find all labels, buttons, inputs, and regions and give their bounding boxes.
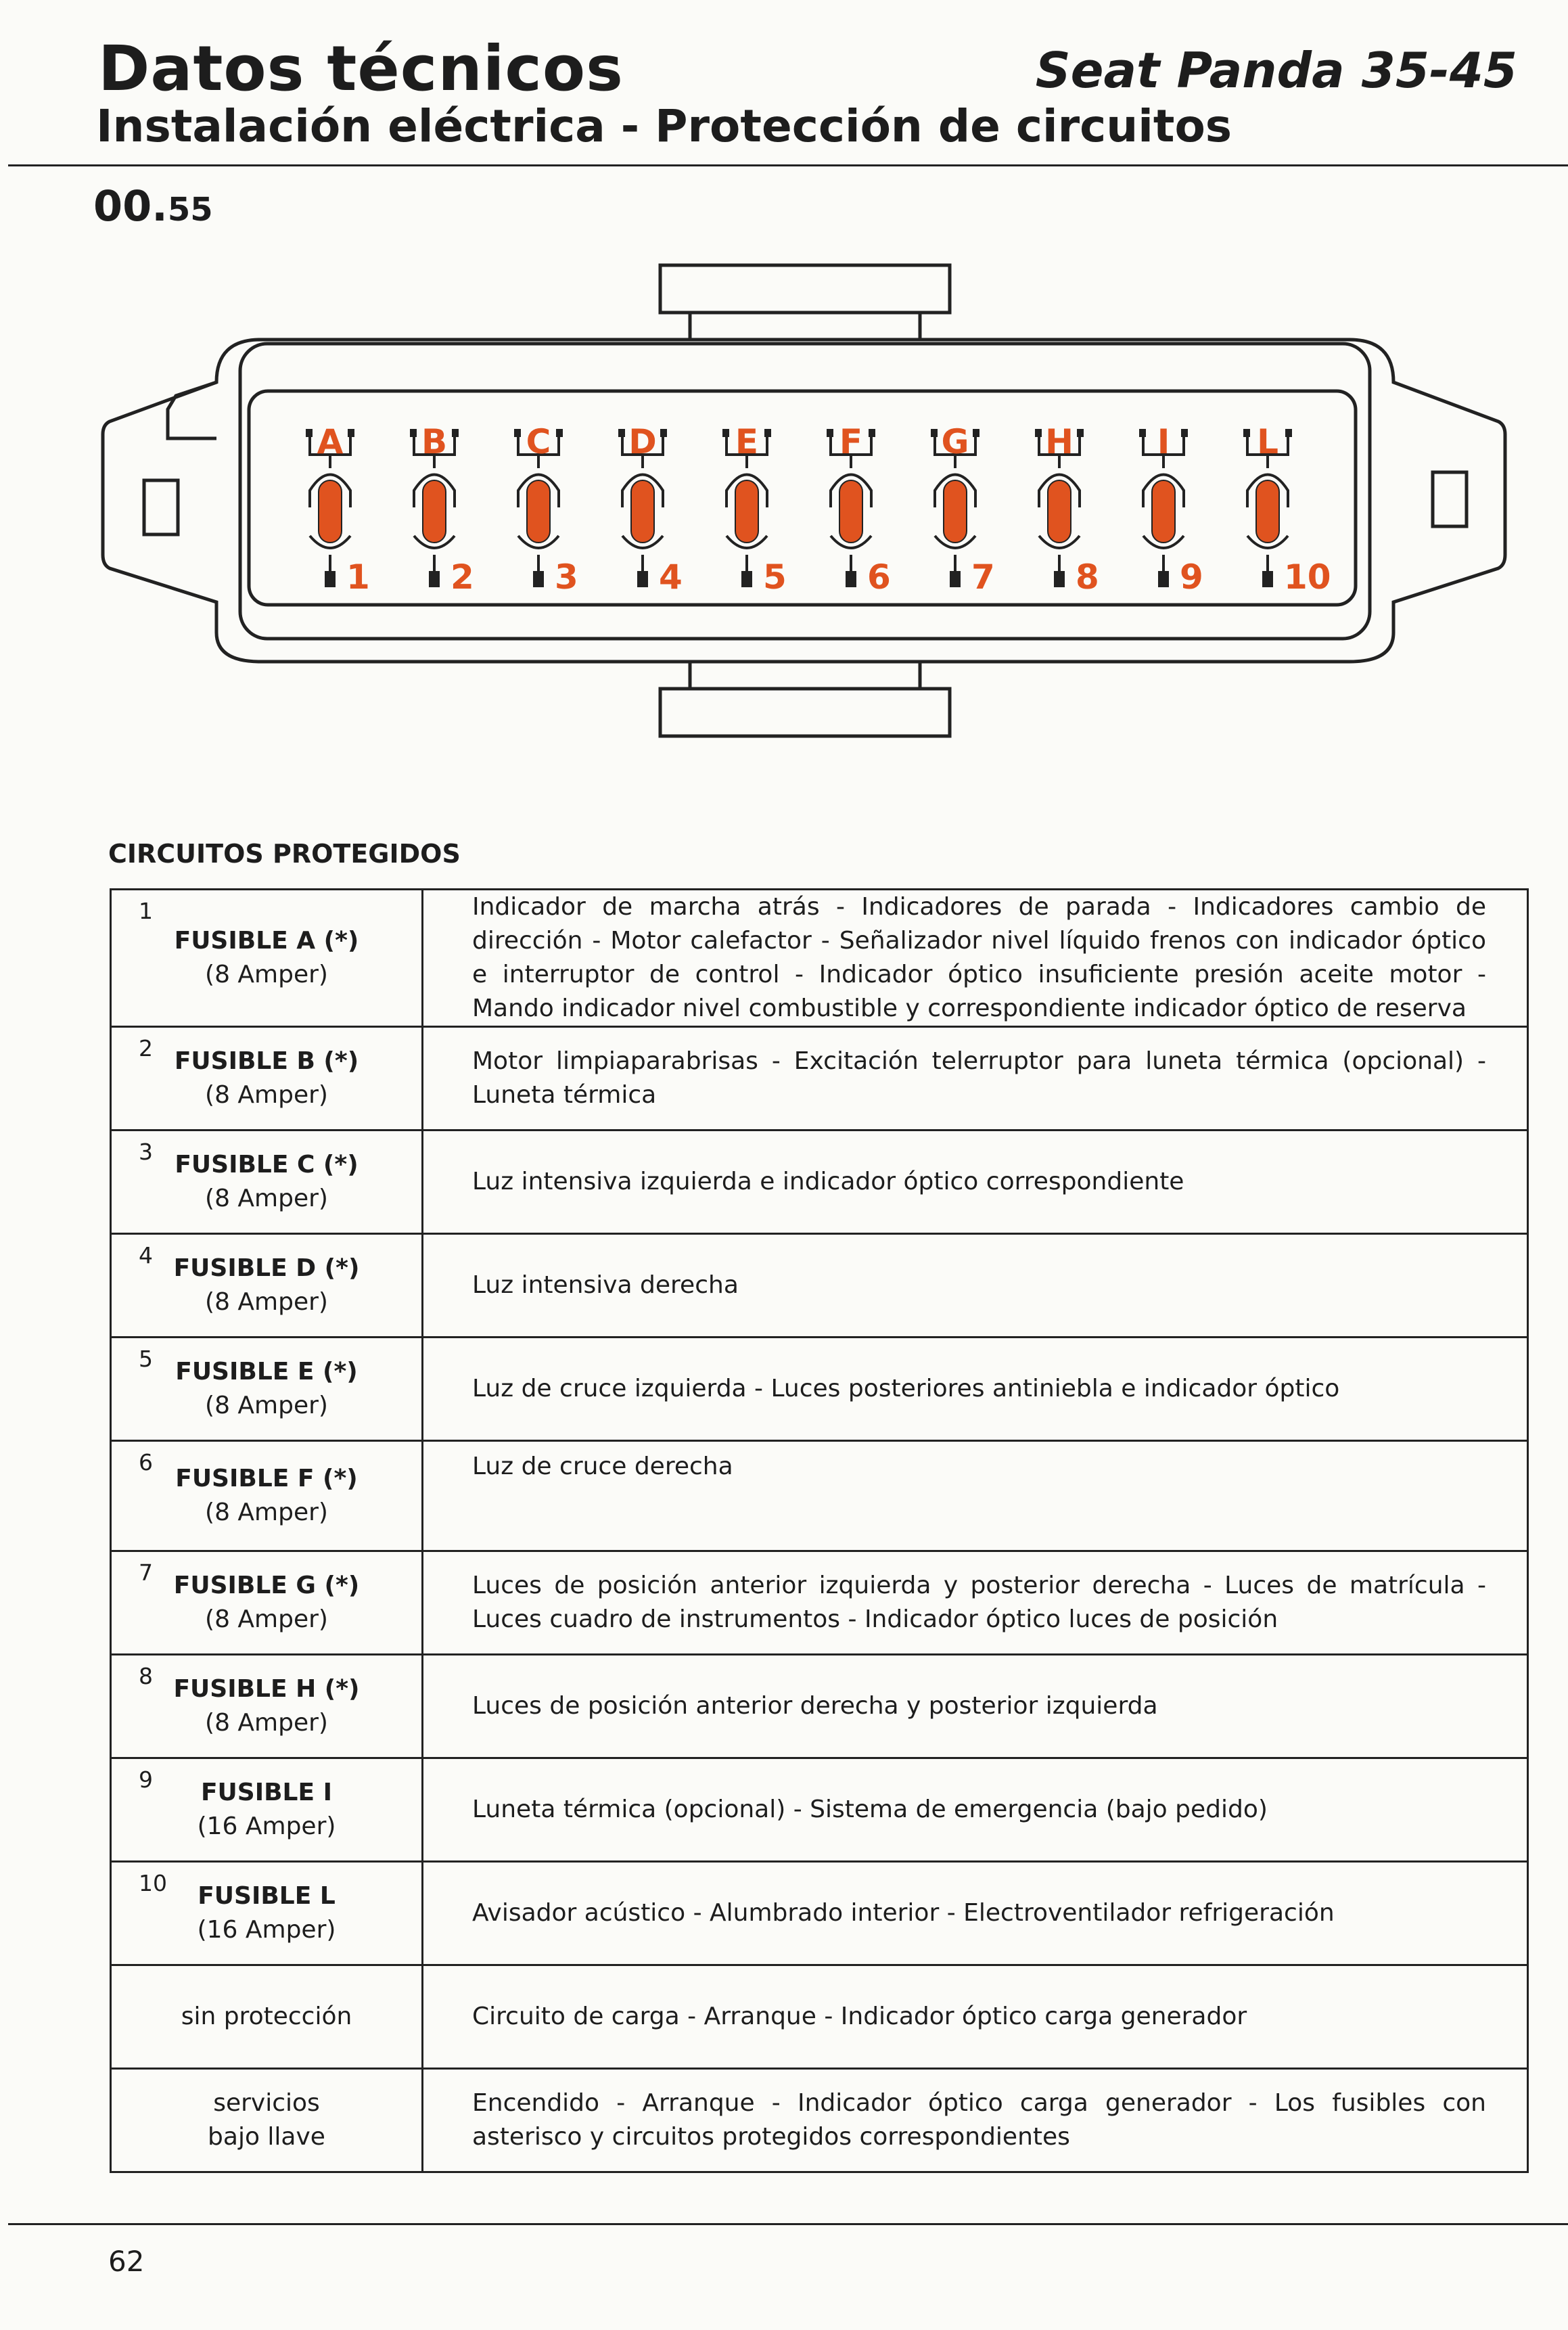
terminal-pin [660, 429, 667, 437]
terminal-pin [348, 429, 354, 437]
table-row [111, 2069, 1528, 2172]
terminal-number: 2 [451, 557, 474, 597]
table-row [111, 1862, 1528, 1965]
protected-circuits-table [110, 888, 1529, 2173]
fuse-letter: C [526, 422, 551, 461]
fuse-number: 4 [139, 1242, 153, 1269]
circuit-description: Encendido - Arranque - Indicador óptico carga generador - Los fusibles con asterisco y circuitos protegidos correspondientes [423, 2069, 1528, 2172]
circuit-description: Luz de cruce izquierda - Luces posteriores antiniebla e indicador óptico [423, 1338, 1528, 1441]
terminal-number: 8 [1076, 557, 1099, 597]
terminal-pin [533, 571, 544, 587]
fuse-amperage: (16 Amper) [197, 1916, 336, 1944]
fuse-letter: B [421, 422, 448, 461]
key-services-label-line2: bajo llave [208, 2123, 325, 2151]
terminal-pin [410, 429, 417, 437]
terminal-pin [618, 429, 625, 437]
fuse-name: FUSIBLE L [198, 1882, 336, 1910]
fuse-number: 5 [139, 1346, 153, 1372]
fuse-amperage: (8 Amper) [205, 1605, 328, 1633]
fuse-body [944, 480, 967, 543]
terminal-pin [1285, 429, 1292, 437]
footer-divider [8, 2223, 1568, 2225]
fuse-name: FUSIBLE F (*) [175, 1465, 358, 1492]
table-row [111, 1655, 1528, 1758]
circuit-description: Motor limpiaparabrisas - Excitación telerruptor para luneta térmica (opcional) - Luneta térmica [423, 1027, 1528, 1130]
terminal-pin [1243, 429, 1250, 437]
circuit-description: Luneta térmica (opcional) - Sistema de emergencia (bajo pedido) [423, 1758, 1528, 1862]
fuse-cell [111, 1027, 423, 1130]
fuse-letter: D [628, 422, 657, 461]
terminal-pin [827, 429, 833, 437]
fuse-cell [111, 1234, 423, 1338]
circuit-description: Avisador acústico - Alumbrado interior - Electroventilador refrigeración [423, 1862, 1528, 1965]
fuse-name: FUSIBLE D (*) [173, 1254, 360, 1282]
fuse-amperage: (8 Amper) [205, 1499, 328, 1526]
terminal-pin [556, 429, 563, 437]
fuse-cell [111, 1338, 423, 1441]
fuse-cell [111, 1130, 423, 1234]
fuse-number: 2 [139, 1035, 153, 1061]
page-title: Datos técnicos [98, 32, 624, 105]
terminal-pin [931, 429, 938, 437]
unprotected-label: sin protección [181, 2003, 352, 2030]
fuse-letter: F [839, 422, 863, 461]
fuse-box-housing [103, 340, 1505, 662]
fuse-body [1152, 480, 1175, 543]
fuse-amperage: (8 Amper) [205, 1185, 328, 1212]
section-label: CIRCUITOS PROTEGIDOS [108, 839, 461, 869]
terminal-pin [950, 571, 961, 587]
fuse-letter: E [735, 422, 759, 461]
table-row [111, 1234, 1528, 1338]
fuse-amperage: (8 Amper) [205, 1709, 328, 1737]
terminal-pin [1181, 429, 1188, 437]
fuse-name: FUSIBLE I [200, 1779, 333, 1806]
fuse-name: FUSIBLE B (*) [174, 1047, 359, 1075]
section-code-sub: 55 [167, 191, 213, 229]
fuse-number: 10 [139, 1870, 167, 1896]
terminal-pin [1262, 571, 1273, 587]
terminal-number: 4 [659, 557, 683, 597]
table-row [111, 890, 1528, 1027]
terminal-pin [325, 571, 336, 587]
section-code-main: 00. [93, 181, 168, 231]
fuse-body [423, 480, 446, 543]
terminal-number: 7 [971, 557, 995, 597]
fuse-letter: I [1157, 422, 1170, 461]
fuse-amperage: (8 Amper) [205, 1081, 328, 1109]
terminal-pin [846, 571, 856, 587]
terminal-pin [306, 429, 313, 437]
fuse-number: 9 [139, 1766, 153, 1793]
fuse-body [319, 480, 342, 543]
circuit-description: Luz intensiva izquierda e indicador óptico correspondiente [423, 1130, 1528, 1234]
terminal-pin [764, 429, 771, 437]
terminal-pin [1158, 571, 1169, 587]
terminal-pin [1035, 429, 1042, 437]
terminal-pin [973, 429, 979, 437]
table-row [111, 1338, 1528, 1441]
fuse-letter: G [941, 422, 969, 461]
bottom-clip [660, 689, 950, 736]
terminal-pin [869, 429, 875, 437]
fuse-amperage: (8 Amper) [205, 1392, 328, 1419]
page-number: 62 [108, 2245, 145, 2278]
vehicle-model: Seat Panda 35-45 [1035, 42, 1517, 99]
terminal-number: 1 [346, 557, 370, 597]
terminal-number: 9 [1180, 557, 1203, 597]
fuse-body [527, 480, 550, 543]
fuse-body [1256, 480, 1279, 543]
terminal-pin [514, 429, 521, 437]
fuse-cell [111, 1758, 423, 1862]
fuse-row [306, 422, 1331, 597]
table-row [111, 1027, 1528, 1130]
key-services-label-line1: servicios [213, 2089, 320, 2117]
left-latch [144, 480, 178, 534]
table-row [111, 1965, 1528, 2069]
fuse-number: 6 [139, 1449, 153, 1476]
right-latch [1433, 472, 1467, 526]
header-divider [8, 164, 1568, 166]
terminal-pin [429, 571, 440, 587]
terminal-pin [722, 429, 729, 437]
fuse-name: FUSIBLE H (*) [173, 1675, 360, 1703]
fuse-cell [111, 1655, 423, 1758]
table-row [111, 1551, 1528, 1655]
fuse-letter: L [1257, 422, 1278, 461]
table-row [111, 1758, 1528, 1862]
fuse-box-diagram [95, 257, 1515, 744]
fuse-name: FUSIBLE E (*) [175, 1358, 358, 1386]
fuse-letter: A [317, 422, 344, 461]
top-clip [660, 265, 950, 313]
terminal-pin [1139, 429, 1146, 437]
fuse-cell [111, 1862, 423, 1965]
circuit-description: Indicador de marcha atrás - Indicadores de parada - Indicadores cambio de dirección - Motor calefactor - Señalizador nivel líquido frenos con indicador óptico e interruptor de control - Indicador óptico insuficiente presión aceite motor - Mando indicador nivel combustible y correspondiente indicador óptico de reserva [423, 890, 1528, 1027]
fuse-number: 7 [139, 1559, 153, 1586]
fuse-name: FUSIBLE C (*) [175, 1151, 359, 1179]
fuse-cell [111, 1441, 423, 1551]
terminal-pin [1054, 571, 1065, 587]
circuit-description: Circuito de carga - Arranque - Indicador óptico carga generador [423, 1965, 1528, 2069]
terminal-number: 6 [867, 557, 891, 597]
fuse-body [735, 480, 758, 543]
fuse-body [839, 480, 862, 543]
unprotected-cell [111, 1965, 423, 2069]
fuse-body [1048, 480, 1071, 543]
section-code [93, 181, 213, 231]
fuse-cell [111, 890, 423, 1027]
table-row [111, 1441, 1528, 1551]
terminal-pin [1077, 429, 1084, 437]
circuit-description: Luz intensiva derecha [423, 1234, 1528, 1338]
fuse-number: 8 [139, 1663, 153, 1689]
terminal-number: 5 [763, 557, 787, 597]
fuse-number: 1 [139, 898, 153, 924]
circuit-description: Luz de cruce derecha [423, 1441, 1528, 1551]
fuse-cell [111, 1551, 423, 1655]
terminal-number: 10 [1284, 557, 1331, 597]
fuse-amperage: (8 Amper) [205, 1288, 328, 1316]
fuse-name: FUSIBLE A (*) [174, 927, 359, 955]
key-services-cell [111, 2069, 423, 2172]
terminal-pin [741, 571, 752, 587]
fuse-amperage: (16 Amper) [197, 1812, 336, 1840]
terminal-number: 3 [555, 557, 578, 597]
fuse-amperage: (8 Amper) [205, 961, 328, 988]
page-subtitle: Instalación eléctrica - Protección de circuitos [96, 100, 1232, 152]
fuse-name: FUSIBLE G (*) [173, 1572, 360, 1599]
table-row [111, 1130, 1528, 1234]
circuit-description: Luces de posición anterior izquierda y posterior derecha - Luces de matrícula - Luces cuadro de instrumentos - Indicador óptico luces de posición [423, 1551, 1528, 1655]
terminal-pin [637, 571, 648, 587]
terminal-pin [452, 429, 459, 437]
circuit-description: Luces de posición anterior derecha y posterior izquierda [423, 1655, 1528, 1758]
fuse-number: 3 [139, 1139, 153, 1165]
fuse-body [631, 480, 654, 543]
fuse-letter: H [1045, 422, 1074, 461]
